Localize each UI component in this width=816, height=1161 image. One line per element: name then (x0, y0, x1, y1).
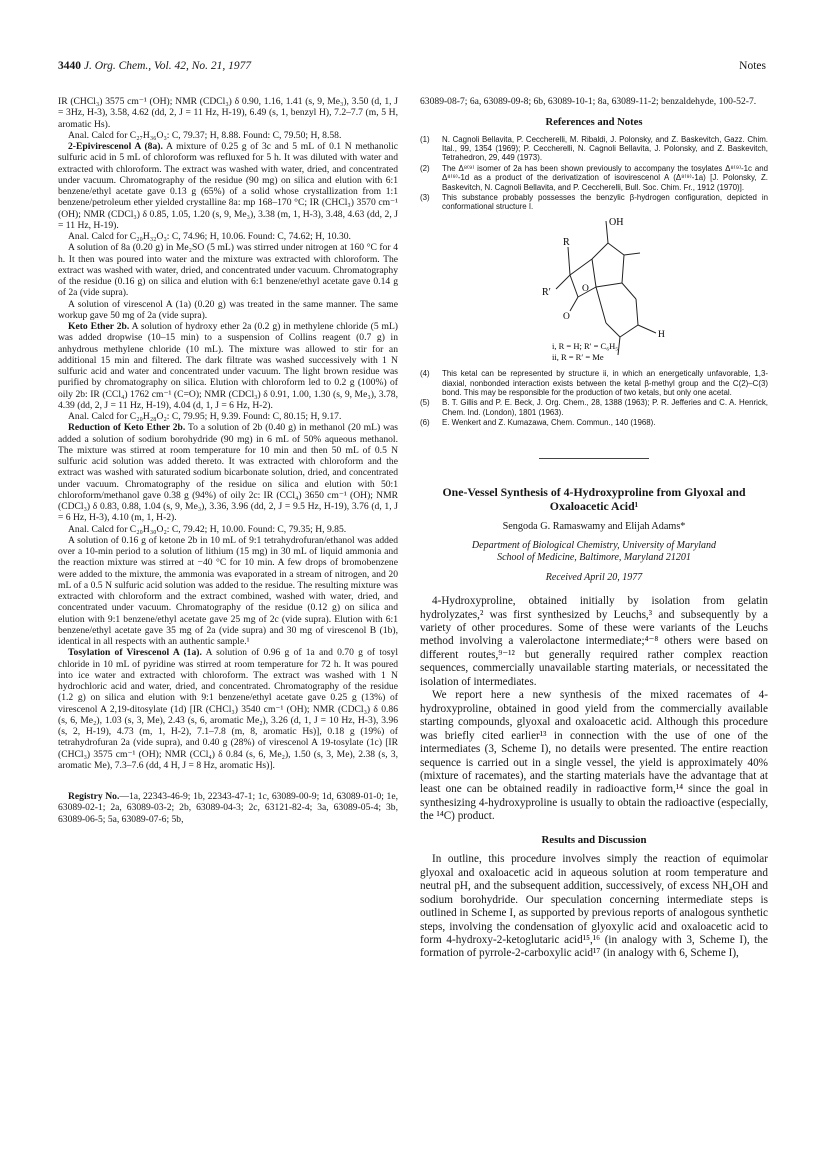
journal-citation: J. Org. Chem., Vol. 42, No. 21, 1977 (83, 60, 252, 72)
article-authors: Sengoda G. Ramaswamy and Elijah Adams* (502, 520, 686, 532)
paragraph-text: A solution of 0.96 g of 1a and 0.70 g of tosyl chloride in 10 mL of pyridine was stirred at room temperature for 72 h. It was poured into ice water and extracted with chloroform. The extract was washed with 1 N hydrochloric acid and water, dried, and concentrated. Chromatography of the residue (1.2 g) on silica and elution with 9:1 benzene/ethyl acetate gave 0.25 g (13%) of virescenol A 2,19-ditosylate (1d) [IR (CHCl₃) 3540 cm⁻¹ (OH); NMR (CDCl₃) δ 0.86 (s, 6, Me₂), 1.03 (s, 3, Me), 2.43 (s, 6, aromatic Me₂), 3.26 (d, 1, J = 10 Hz, H-3), 3.96 (s, 2, H-19), 4.73 (m, 1, H-2), 7.1–7.8 (m, 8, aromatic Hs)], 0.18 g (19%) of tetrahydrofuran 2a (vide supra), and 0.40 g (28%) of virescenol A 19-tosylate (1c) [IR (CHCl₃) 3575 cm⁻¹ (OH); NMR (CCl₄) δ 0.84 (s, 6, Me₂), 1.50 (s, 3, Me), 2.38 (s, 3, aromatic Me), 7.3–7.6 (dd, 4 H, J = 8 Hz, aromatic Hs)]. (58, 647, 398, 771)
r-prime-label: R′ (542, 286, 551, 298)
reference-text: N. Cagnoli Bellavita, P. Ceccherelli, M. Ribaldi, J. Polonsky, and Z. Baskevitch, Gazz. Chim. Ital., 99, 1354 (1969); P. Ceccherelli, N. Cagnoli Bellavita, J. Polonsky, and Z. Baskevitch, Tetrahedron, 29, 449 (1973). (442, 134, 768, 163)
registry-paragraph (58, 791, 398, 825)
reference-item (420, 135, 768, 163)
analysis-paragraph: Anal. Calcd for C₂₀H₂₈O₂: C, 79.95; H, 9.39. Found: C, 80.15; H, 9.17. (68, 411, 342, 422)
analysis-paragraph: Anal. Calcd for C₂₀H₃₀O₂: C, 79.42; H, 10.00. Found: C, 79.35; H, 9.85. (68, 523, 347, 535)
reference-item (420, 164, 768, 192)
left-column (58, 96, 398, 825)
oxygen-label: O (563, 311, 570, 322)
paragraph-text: A mixture of 0.25 g of 3c and 5 mL of 0.1 N methanolic sulfuric acid in 5 mL of chloroform was refluxed for 5 h. It was diluted with water and extracted with chloroform. The extract was washed with water, dried, and concentrated under vacuum. Chromatography of the residue (90 mg) on silica and elution with 6:1 benzene/ethyl acetate gave 0.13 g (65%) of a solid whose crystallization from 1:1 benzene/petroleum ether yielded crystalline 8a: mp 168–170 °C; IR (CHCl₃) 3570 cm⁻¹ (OH); NMR (CDCl₃) δ 0.85, 1.05, 1.20 (s, 9, Me₃), 3.38 (m, 1, H-3), 3.48, 4.63 (dd, 2, J = 11 Hz, H-19). (58, 141, 398, 231)
reference-number: (6) (420, 418, 430, 428)
nmr-data-paragraph: IR (CHCl₃) 3575 cm⁻¹ (OH); NMR (CDCl₃) δ 0.90, 1.16, 1.41 (s, 9, Me₃), 3.50 (d, 1, J = 3Hz, H-3), 3.58, 4.62 (dd, 2, J = 11 Hz, H-19), 6.49 (s, 1, benzyl H), 7.2–7.7 (m, 5 H, aromatic Hs). (58, 96, 398, 130)
registry-label: Registry No. (68, 791, 120, 802)
registry-text: —1a, 22343-46-9; 1b, 22343-47-1; 1c, 63089-00-9; 1d, 63089-01-0; 1e, 63089-02-1; 2a, 63089-03-2; 2b, 63089-04-3; 2c, 63121-82-4; 3a, 63089-05-4; 3b, 63089-06-5; 5a, 63089-07-6; 5b, (58, 791, 398, 825)
paragraph-text: A solution of hydroxy ether 2a (0.2 g) in methylene chloride (5 mL) was added dropwise (10–15 min) to a suspension of Collins reagent (0.7 g) in anhydrous methylene chloride (10 mL). The mixture was allowed to stir for an additional 15 min and filtered. The dark filtrate was washed successively with 1 N sulfuric acid and water and concentrated under vacuum. The light brown residue was purified by chromatography on silica. Elution with chloroform led to 0.2 g (100%) of oily 2b: IR (CCl₄) 1762 cm⁻¹ (C=O); NMR (CDCl₃) δ 0.91, 1.00, 1.30 (s, 9, Me₃), 3.78, 4.39 (dd, 2, J = 11 Hz, H-19), 4.04 (d, 1, J = 6 Hz, H-2). (58, 321, 398, 411)
reference-number: (4) (420, 369, 430, 379)
analysis-paragraph: Anal. Calcd for C₂₇H₃₆O₃: C, 79.37; H, 8.88. Found: C, 79.50; H, 8.58. (68, 129, 342, 141)
article-divider (539, 458, 649, 459)
section-heading: 2-Epivirescenol A (8a). (68, 141, 163, 152)
right-column (420, 96, 768, 961)
virescenol-paragraph: A solution of virescenol A (1a) (0.20 g) was treated in the same manner. The same workup gave 50 mg of 2a (vide supra). (58, 298, 398, 321)
references-list (420, 135, 768, 428)
structure-legend-i: i, R = H; R′ = C₆H₅ (552, 340, 619, 351)
tosylation-paragraph (58, 647, 398, 771)
reference-text: E. Wenkert and Z. Kumazawa, Chem. Commun., 140 (1968). (442, 418, 656, 428)
affiliation-line: Department of Biological Chemistry, University of Maryland (471, 539, 717, 551)
reference-text: This substance probably possesses the benzylic β-hydrogen configuration, depicted in conformational structure I. (442, 192, 768, 212)
oxygen-label: O (582, 283, 589, 294)
oh-label: OH (609, 216, 624, 228)
reference-number: (1) (420, 134, 430, 144)
section-label: Notes (739, 60, 766, 72)
reference-item (420, 398, 768, 417)
paragraph-text: To a solution of 2b (0.40 g) in methanol (20 mL) was added a solution of sodium borohydride (90 mg) in 6 mL of 50% aqueous methanol. The mixture was stirred at room temperature for 10 min and then 50 mL of 0.5 N sulfuric acid solution was added thereto. It was extracted with chloroform and the extract was washed with saturated sodium bicarbonate solution, dried, and concentrated under vacuum. Chromatography of the residue on silica and elution with 50:1 chloroform/methanol gave 0.38 g (94%) of oily 2c: IR (CCl₄) 3650 cm⁻¹ (OH); NMR (CDCl₃) δ 0.83, 0.88, 1.04 (s, 9, Me₃), 3.36, 3.96 (dd, 2, J = 9.5 Hz, H-19), 3.76 (d, 1, J = 6 Hz, H-3), 4.10 (m, 1, H-2). (58, 422, 398, 524)
section-heading: Reduction of Keto Ether 2b. (68, 422, 186, 434)
epivirescenol-paragraph (58, 141, 398, 231)
lithium-paragraph: A solution of 0.16 g of ketone 2b in 10 mL of 9:1 tetrahydrofuran/ethanol was added over a 10-min period to a solution of lithium (15 mg) in 30 mL of liquid ammonia and the reaction mixture was stirred at −40 °C for 10 min. A few drops of bromobenzene were added to the mixture, the ammonia was evaporated in a stream of nitrogen, and 20 mL of a 0.5 N sulfuric acid solution was added to the residue. The resulting mixture was extracted with chloroform and the extract combined, washed with water, dried, and concentrated under vacuum. Chromatography of the residue (0.12 g) on silica and elution with 9:1 benzene/ethyl acetate gave 25 mg of 2c (vide supra). Elution with 6:1 benzene/ethyl acetate gave 35 mg of 2a (vide supra) and 30 mg of virescenol B (1b), identical in all respects with an authentic sample.¹ (58, 534, 398, 647)
reference-item (420, 369, 768, 397)
affiliation-line: School of Medicine, Baltimore, Maryland 21201 (497, 551, 691, 563)
structure-legend-ii: ii, R = R′ = Me (552, 351, 604, 362)
results-paragraph: In outline, this procedure involves simply the reaction of equimolar glyoxal and oxaloacetic acid in aqueous solution at room temperature and neutral pH, and the subsequent addition, successively, of excess NH₄OH and sodium borohydride. Our speculation concerning intermediate steps is outlined in Scheme I, as supported by previous reports of analogous synthetic steps, involving the condensation of glyoxylic acid and oxaloacetic acid to form 4-hydroxy-2-ketoglutaric acid¹⁵,¹⁶ (in analogy with 3, Scheme I), the formation of pyrrole-2-carboxylic acid¹⁷ (in analogy with 6, Scheme I), (420, 853, 768, 960)
registry-continued: 63089-08-7; 6a, 63089-09-8; 6b, 63089-10-1; 8a, 63089-11-2; benzaldehyde, 100-52-7. (420, 96, 757, 107)
reference-text: The Δ⁸⁽⁹⁾ isomer of 2a has been shown previously to accompany the tosylates Δ⁸⁽⁹⁾-1c and Δ⁸⁽⁹⁾-1d as a product of the derivatization of isovirescenol A (Δ⁸⁽⁹⁾-1a) [J. Polonsky, Z. Baskevitch, N. Cagnoli Bellavita, and P. Ceccherelli, Bull. Soc. Chim. Fr., 1912 (1970)]. (442, 163, 768, 192)
article-body (420, 595, 768, 961)
section-heading: Tosylation of Virescenol A (1a). (68, 647, 202, 659)
results-heading: Results and Discussion (541, 833, 647, 846)
r-label: R (563, 236, 570, 248)
analysis-paragraph: Anal. Calcd for C₂₀H₃₂O₃: C, 74.96; H, 10.06. Found: C, 74.62; H, 10.30. (68, 231, 351, 242)
reference-number: (5) (420, 398, 430, 408)
reference-text: B. T. Gillis and P. E. Beck, J. Org. Chem., 28, 1388 (1963); P. R. Jefferies and C. A. Henrick, Chem. Ind. (London), 1801 (1963). (442, 398, 768, 417)
page-header-left (58, 60, 251, 72)
received-date: Received April 20, 1977 (545, 571, 643, 583)
structure-bonds (556, 221, 656, 355)
author-affiliation (420, 540, 768, 564)
conformational-structure-diagram (420, 215, 768, 363)
running-head (58, 60, 766, 78)
keto-ether-paragraph (58, 321, 398, 411)
dmso-paragraph: A solution of 8a (0.20 g) in Me₂SO (5 mL) was stirred under nitrogen at 160 °C for 4 h. It then was poured into water and the mixture was extracted with chloroform. The extract was washed with water, dried, and concentrated under vacuum. Chromatography of the residue (0.16 g) on silica and elution with 6:1 benzene/ethyl acetate gave 0.14 g of 2a (vide supra). (58, 242, 398, 299)
reduction-paragraph (58, 422, 398, 523)
reference-number: (2) (420, 163, 430, 173)
intro-paragraph: We report here a new synthesis of the mixed racemates of 4-hydroxyproline, obtained in good yield from the commercially available starting compounds, glyoxal and oxaloacetic acid. Although this procedure was briefly cited earlier¹³ in connection with the use of one of the intermediates (3, Scheme I), no details were presented. The entire reaction sequence is carried out in a single vessel, the yield is approximately 40% (mixture of racemates), and the starting materials have the advantage that at least one can be obtained readily in radioactive form,¹⁴ since the goal in synthesizing 4-hydroxyproline is usually to obtain the radioactive (especially, the ¹⁴C) product. (420, 689, 768, 823)
page-number: 3440 (58, 60, 81, 72)
reference-text: This ketal can be represented by structure ii, in which an energetically unfavorable, 1,3-diaxial, nonbonded interaction exists between the ketal β-methyl group and the C(2)–C(3) bond. This may be responsible for the production of two ketals, but only one acetal. (442, 369, 768, 397)
section-heading: Keto Ether 2b. (68, 321, 130, 332)
reference-item (420, 418, 768, 427)
reference-number: (3) (420, 192, 430, 202)
reference-item (420, 193, 768, 212)
references-heading: References and Notes (545, 117, 643, 129)
article-title: One-Vessel Synthesis of 4-Hydroxyproline from Glyoxal and Oxaloacetic Acid¹ (442, 484, 746, 513)
hydrogen-label: H (658, 329, 665, 340)
intro-paragraph: 4-Hydroxyproline, obtained initially by isolation from gelatin hydrolyzates,² was first synthesized by Leuchs,³ and subsequently by a variety of other procedures. Some of these were variants of the Leuchs method involving a valerolactone intermediate;⁴⁻⁸ others were based on different routes,⁹⁻¹² but generally required rather complex reaction sequences, commercially unavailable starting materials, or necessitated the isolation of intermediates. (420, 595, 768, 688)
